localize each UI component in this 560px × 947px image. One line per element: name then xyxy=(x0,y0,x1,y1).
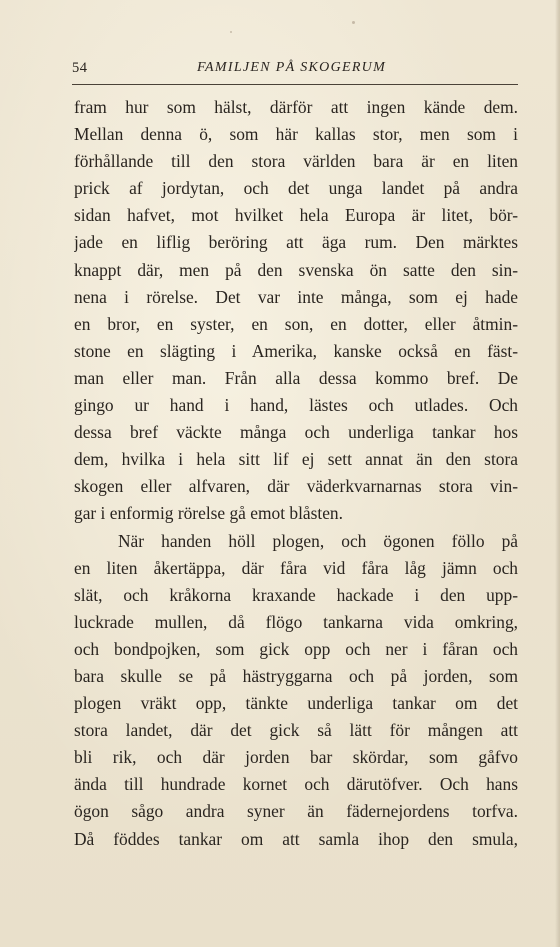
text-line: bara skulle se på hästryggarna och på jorden, som xyxy=(74,665,518,686)
text-line: gar i enformig rörelse gå emot blåsten. xyxy=(74,503,343,524)
text-line: stora landet, där det gick så lätt för mången att xyxy=(74,720,518,741)
text-line: nena i rörelse. Det var inte många, som ej hade xyxy=(74,286,518,307)
text-line: fram hur som hälst, därför att ingen kände dem. xyxy=(74,97,518,117)
text-line: knappt där, men på den svenska ön satte den sin- xyxy=(74,259,518,280)
text-line: skogen eller alfvaren, där väderkvarnarnas stora vin- xyxy=(74,476,518,497)
text-line: luckrade mullen, då flögo tankarna vida omkring, xyxy=(74,611,518,632)
text-line: Då föddes tankar om att samla ihop den smula, xyxy=(74,828,518,849)
text-line: man eller man. Från alla dessa kommo bref. De xyxy=(74,367,518,388)
text-line: slät, och kråkorna kraxande hackade i den upp- xyxy=(74,584,518,605)
text-line: ända till hundrade kornet och därutöfver. Och hans xyxy=(74,774,518,795)
text-line: förhållande till den stora världen bara är en liten xyxy=(74,151,518,172)
text-line: plogen vräkt opp, tänkte underliga tankar om det xyxy=(74,693,518,714)
page-number: 54 xyxy=(72,60,88,76)
body-text xyxy=(74,94,518,853)
text-line: och bondpojken, som gick opp och ner i fåran och xyxy=(74,638,518,659)
text-line: dem, hvilka i hela sitt lif ej sett annat än den stora xyxy=(74,449,518,470)
page-header xyxy=(72,58,518,85)
text-line: dessa bref väckte många och underliga tankar hos xyxy=(74,422,518,443)
paper-speck xyxy=(352,21,355,24)
text-line: ögon sågo andra syner än fädernejordens torfva. xyxy=(74,801,518,822)
running-title: FAMILJEN PÅ SKOGERUM xyxy=(197,60,387,75)
text-line: en liten åkertäppa, där fåra vid fåra låg jämn och xyxy=(74,557,518,578)
text-line: bli rik, och där jorden bar skördar, som gåfvo xyxy=(74,747,518,768)
text-line: sidan hafvet, mot hvilket hela Europa är litet, bör- xyxy=(74,205,518,226)
text-line: prick af jordytan, och det unga landet på andra xyxy=(74,178,518,199)
text-line: jade en liflig beröring att äga rum. Den märktes xyxy=(74,232,518,253)
paper-speck xyxy=(230,31,232,33)
text-line: När handen höll plogen, och ögonen föllo på xyxy=(118,530,518,551)
text-line: Mellan denna ö, som här kallas stor, men som i xyxy=(74,124,518,145)
text-line: stone en slägting i Amerika, kanske också en fäst- xyxy=(74,340,518,361)
text-line: en bror, en syster, en son, en dotter, eller åtmin- xyxy=(74,313,518,334)
page-edge xyxy=(555,0,560,947)
text-line: gingo ur hand i hand, lästes och utlades. Och xyxy=(74,395,518,416)
